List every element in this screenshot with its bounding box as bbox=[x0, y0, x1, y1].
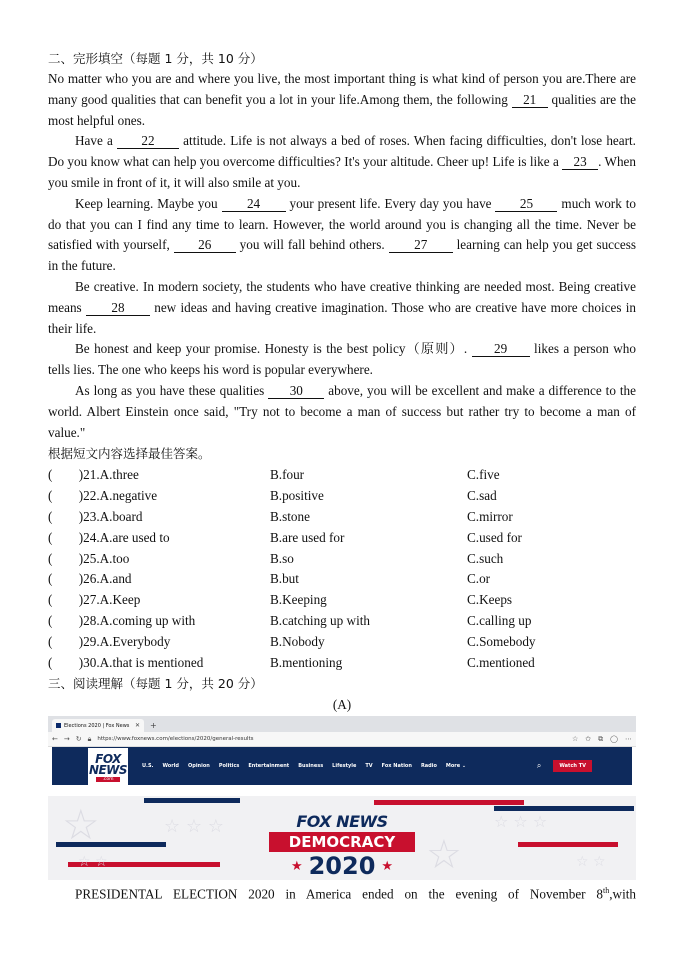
star-icon: ★ bbox=[290, 859, 303, 874]
fox-news-logo[interactable] bbox=[88, 748, 128, 788]
paragraph-3 bbox=[48, 194, 636, 277]
new-tab-icon[interactable]: + bbox=[150, 721, 157, 730]
star-icon: ☆ ☆ bbox=[576, 854, 606, 870]
search-icon[interactable]: ⌕ bbox=[536, 761, 542, 770]
banner-stripe bbox=[144, 798, 240, 803]
option-c: C.mentioned bbox=[467, 654, 535, 670]
option-row bbox=[48, 465, 636, 486]
instruction: 根据短文内容选择最佳答案。 bbox=[48, 446, 211, 462]
option-b: B.stone bbox=[270, 508, 310, 524]
tab-title: Elections 2020 | Fox News bbox=[64, 722, 130, 729]
star-icon: ☆ ☆ ☆ bbox=[494, 812, 548, 831]
option-a: ( )24.A.are used to bbox=[48, 529, 170, 545]
paragraph-text: you will fall behind others. bbox=[235, 237, 389, 253]
blank-21: 21 bbox=[512, 92, 548, 108]
exam-page bbox=[48, 48, 636, 716]
blank-27: 27 bbox=[389, 237, 453, 253]
section-2-title: 二、完形填空（每题 1 分，共 10 分） bbox=[48, 51, 263, 66]
lock-icon: 🔒︎ bbox=[87, 734, 92, 743]
option-b: B.Nobody bbox=[270, 633, 325, 649]
watch-tv-button[interactable]: Watch TV bbox=[553, 760, 592, 772]
option-b: B.four bbox=[270, 467, 305, 483]
paragraph-1 bbox=[48, 69, 636, 131]
menu-item-lifestyle[interactable]: Lifestyle bbox=[332, 763, 357, 769]
paragraph-text: qualities are the most helpful ones. bbox=[48, 91, 636, 128]
option-c: C.Somebody bbox=[467, 633, 536, 649]
paragraph-4 bbox=[48, 277, 636, 339]
paragraph-text: your present life. Every day you have bbox=[285, 195, 496, 211]
option-row bbox=[48, 590, 636, 611]
favorite-star-icon[interactable]: ☆ bbox=[572, 734, 579, 743]
star-icon: ★ bbox=[381, 859, 394, 874]
banner-stripe bbox=[518, 842, 618, 847]
star-icon: ☆ bbox=[426, 832, 462, 878]
option-c: C.Keeps bbox=[467, 592, 513, 608]
banner-stripe bbox=[374, 800, 524, 805]
site-nav-bar bbox=[52, 747, 632, 785]
browser-tab-bar bbox=[48, 716, 636, 732]
passage-a-first-line bbox=[48, 881, 636, 905]
banner-fox-news: FOX NEWS bbox=[296, 812, 388, 831]
menu-item-world[interactable]: World bbox=[162, 763, 179, 769]
option-row bbox=[48, 653, 636, 674]
option-c: C.calling up bbox=[467, 612, 532, 628]
option-b: B.catching up with bbox=[270, 612, 370, 628]
paragraph-text: learning can help you get success in the future. bbox=[48, 237, 636, 274]
paragraph-2 bbox=[48, 131, 636, 193]
option-b: B.Keeping bbox=[270, 592, 327, 608]
menu-item-more[interactable]: More ⌄ bbox=[445, 763, 467, 769]
logo-text: NEWS bbox=[88, 763, 128, 777]
option-c: C.or bbox=[467, 571, 491, 587]
option-row bbox=[48, 528, 636, 549]
option-b: B.so bbox=[270, 550, 294, 566]
url-field[interactable]: https://www.foxnews.com/elections/2020/general-results bbox=[97, 736, 254, 742]
banner-year-text: 2020 bbox=[308, 852, 376, 880]
option-b: B.but bbox=[270, 571, 299, 587]
embedded-screenshot bbox=[48, 716, 636, 880]
paragraph-5 bbox=[48, 339, 636, 381]
menu-item-opinion[interactable]: Opinion bbox=[188, 763, 210, 769]
more-icon[interactable]: ⋯ bbox=[625, 734, 632, 743]
option-a: ( )30.A.that is mentioned bbox=[48, 654, 204, 670]
refresh-icon[interactable]: ↻ bbox=[75, 735, 82, 743]
star-icon: ☆ ☆ bbox=[78, 854, 108, 870]
close-icon[interactable]: ✕ bbox=[134, 722, 140, 729]
menu-item-politics[interactable]: Politics bbox=[218, 763, 240, 769]
options-list bbox=[48, 465, 636, 673]
superscript: th bbox=[603, 886, 610, 895]
blank-28: 28 bbox=[86, 300, 150, 316]
passage-label: (A) bbox=[332, 697, 352, 713]
blank-26: 26 bbox=[174, 237, 236, 253]
option-a: ( )27.A.Keep bbox=[48, 592, 141, 608]
option-a: ( )28.A.coming up with bbox=[48, 612, 196, 628]
star-icon: ☆ bbox=[62, 800, 100, 849]
menu-item-entertainment[interactable]: Entertainment bbox=[248, 763, 290, 769]
menu-item-tv[interactable]: TV bbox=[365, 763, 373, 769]
logo-text: FOX bbox=[95, 752, 121, 766]
menu-item-business[interactable]: Business bbox=[298, 763, 324, 769]
paragraph-6 bbox=[48, 381, 636, 443]
address-bar bbox=[48, 732, 636, 747]
paragraph-text: No matter who you are and where you live, the most important thing is what kind of person you are.There are many good qualities that can benefit you a lot in your life.Among them, the following bbox=[48, 71, 636, 107]
site-menu bbox=[142, 763, 466, 769]
nav-right bbox=[537, 760, 592, 772]
option-a: ( )22.A.negative bbox=[48, 488, 158, 504]
paragraph-text: Have a bbox=[75, 133, 118, 149]
paragraph-text: PRESIDENTAL ELECTION 2020 in America ended on the evening of November 8 bbox=[75, 886, 604, 902]
logo-text: .com bbox=[96, 777, 119, 782]
democracy-2020-banner bbox=[48, 796, 636, 880]
option-b: B.positive bbox=[270, 488, 324, 504]
option-c: C.used for bbox=[467, 529, 522, 545]
star-icon: ☆ ☆ ☆ bbox=[164, 816, 224, 837]
blank-23: 23 bbox=[562, 154, 598, 170]
blank-24: 24 bbox=[222, 196, 286, 212]
paragraph-text: much work to do that you can I find any time to learn. However, the world around you is changing all the time. Never be satisfied with yourself, bbox=[48, 195, 636, 253]
option-b: B.mentioning bbox=[270, 654, 343, 670]
paragraph-text: Be creative. In modern society, the students who have creative thinking are needed most. Being creative means bbox=[48, 278, 636, 315]
banner-stripe bbox=[494, 806, 634, 811]
option-a: ( )29.A.Everybody bbox=[48, 633, 171, 649]
banner-democracy: DEMOCRACY bbox=[269, 832, 415, 852]
collections-icon[interactable]: ⧉ bbox=[598, 734, 604, 743]
browser-tab[interactable] bbox=[52, 719, 144, 732]
option-row bbox=[48, 632, 636, 653]
option-a: ( )23.A.board bbox=[48, 508, 143, 524]
favorites-icon[interactable]: ✩ bbox=[585, 734, 592, 743]
menu-item-fox-nation[interactable]: Fox Nation bbox=[381, 763, 412, 769]
option-b: B.are used for bbox=[270, 529, 345, 545]
blank-22: 22 bbox=[117, 133, 179, 149]
blank-25: 25 bbox=[495, 196, 557, 212]
menu-item-us[interactable]: U.S. bbox=[142, 763, 154, 769]
option-a: ( )26.A.and bbox=[48, 571, 132, 587]
option-c: C.mirror bbox=[467, 508, 513, 524]
option-c: C.five bbox=[467, 467, 500, 483]
section-3-title: 三、阅读理解（每题 1 分，共 20 分） bbox=[48, 676, 263, 692]
blank-29: 29 bbox=[472, 341, 530, 357]
back-icon[interactable]: ← bbox=[52, 735, 58, 743]
option-row bbox=[48, 569, 636, 590]
paragraph-text: Be honest and keep your promise. Honesty is the best policy（原则）. bbox=[75, 341, 472, 357]
option-a: ( )25.A.too bbox=[48, 550, 130, 566]
option-c: C.sad bbox=[467, 488, 497, 504]
option-row bbox=[48, 507, 636, 528]
favicon-icon bbox=[56, 723, 61, 728]
option-c: C.such bbox=[467, 550, 504, 566]
banner-year bbox=[48, 852, 636, 880]
paragraph-text: new ideas and having creative imagination. Those who are creative have more choices in their life. bbox=[48, 299, 636, 336]
paragraph-text: . When you smile in front of it, it will also smile at you. bbox=[48, 154, 636, 190]
paragraph-text: likes a person who tells lies. The one who keeps his word is popular everywhere. bbox=[48, 341, 636, 378]
option-row bbox=[48, 549, 636, 570]
paragraph-text: Keep learning. Maybe you bbox=[75, 195, 222, 211]
paragraph-text: As long as you have these qualities bbox=[75, 382, 269, 398]
option-row bbox=[48, 611, 636, 632]
paragraph-text: attitude. Life is not always a bed of roses. When facing difficulties, don't lose heart. Do you know what can help you overcome difficulties? It's your altitude. Cheer up! Life is like a bbox=[48, 133, 636, 170]
menu-item-radio[interactable]: Radio bbox=[420, 763, 437, 769]
paragraph-text: ,with bbox=[609, 886, 636, 902]
profile-icon[interactable]: ◯ bbox=[610, 734, 618, 743]
option-a: ( )21.A.three bbox=[48, 467, 139, 483]
blank-30: 30 bbox=[268, 383, 324, 399]
forward-icon[interactable]: → bbox=[63, 735, 70, 743]
paragraph-text: above, you will be excellent and make a difference to the world. Albert Einstein once said, "Try not to become a man of success but rather try to become a man of value." bbox=[48, 382, 636, 440]
option-row bbox=[48, 486, 636, 507]
